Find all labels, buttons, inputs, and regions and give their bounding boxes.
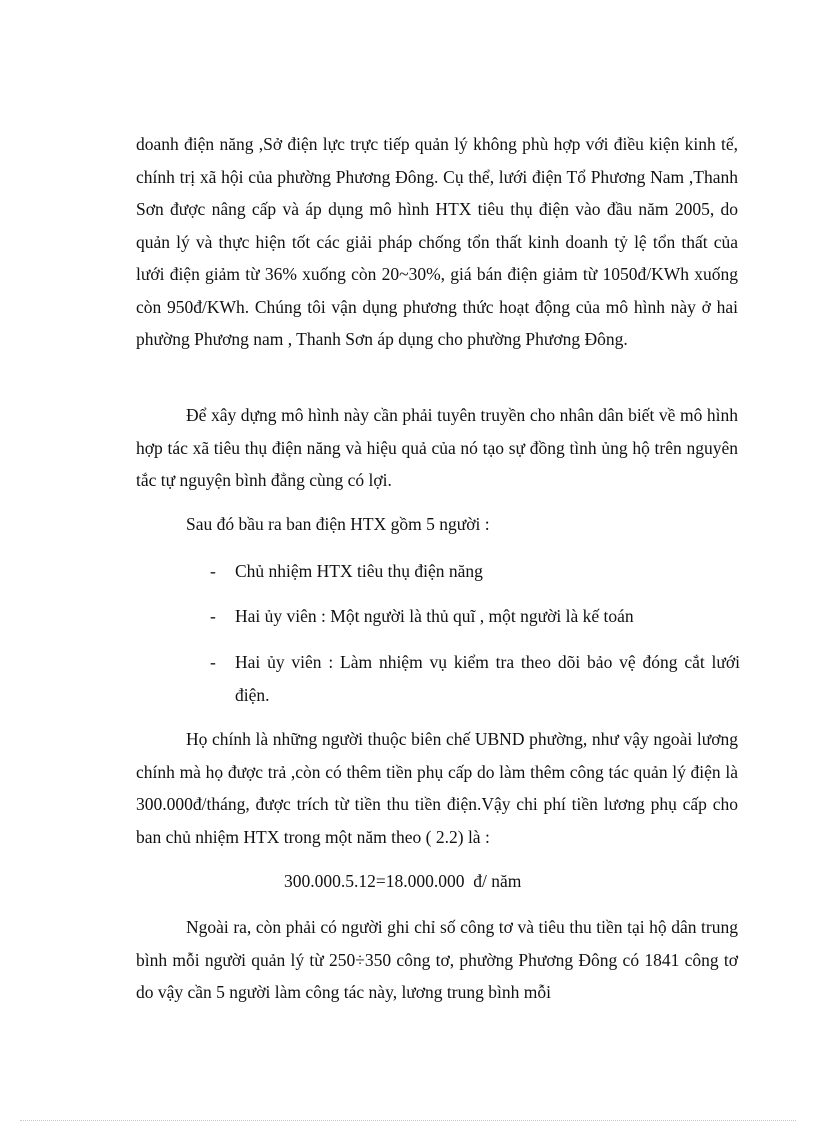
paragraph-4-block — [136, 723, 738, 853]
bullet-dash: - — [210, 561, 216, 581]
bullet-text-3: Hai ủy viên : Làm nhiệm vụ kiểm tra theo dõi bảo vệ đóng cắt lưới điện. — [235, 652, 740, 705]
paragraph-2-block — [136, 399, 738, 497]
bullet-text-2: Hai ủy viên : Một người là thủ quĩ , một người là kế toán — [235, 606, 634, 626]
bullet-item-2 — [210, 600, 740, 633]
bullet-dash: - — [210, 606, 216, 626]
bullet-dash: - — [210, 652, 216, 672]
bullet-text-1: Chủ nhiệm HTX tiêu thụ điện năng — [235, 561, 483, 581]
paragraph-3: Sau đó bầu ra ban điện HTX gồm 5 người : — [186, 514, 490, 534]
paragraph-1-block — [136, 128, 738, 356]
paragraph-3-block — [136, 508, 738, 541]
bullet-item-3 — [210, 646, 740, 711]
paragraph-2: Để xây dựng mô hình này cần phải tuyên truyền cho nhân dân biết về mô hình hợp tác xã tiêu thụ điện năng và hiệu quả của nó tạo sự đồng tình ủng hộ trên nguyên tắc tự nguyện bình đẳng cùng có lợi. — [136, 405, 738, 490]
page-bottom-divider — [20, 1120, 796, 1121]
bullet-item-1 — [210, 555, 740, 588]
paragraph-4: Họ chính là những người thuộc biên chế UBND phường, như vậy ngoài lương chính mà họ được trả ,còn có thêm tiền phụ cấp do làm thêm công tác quản lý điện là 300.000đ/tháng, được trích từ tiền thu tiền điện.Vậy chi phí tiền lương phụ cấp cho ban chủ nhiệm HTX trong một năm theo ( 2.2) là : — [136, 729, 738, 847]
paragraph-5: Ngoài ra, còn phải có người ghi chỉ số công tơ và tiêu thu tiền tại hộ dân trung bình mỗi người quản lý từ 250÷350 công tơ, phường Phương Đông có 1841 công tơ do vậy cần 5 người làm công tác này, lương trung bình mỗi — [136, 917, 738, 1002]
formula-line: 300.000.5.12=18.000.000 đ/ năm — [284, 871, 522, 891]
paragraph-5-block — [136, 911, 738, 1009]
paragraph-1: doanh điện năng ,Sở điện lực trực tiếp quản lý không phù hợp với điều kiện kinh tế, chính trị xã hội của phường Phương Đông. Cụ thể, lưới điện Tổ Phương Nam ,Thanh Sơn được nâng cấp và áp dụng mô hình HTX tiêu thụ điện vào đầu năm 2005, do quản lý và thực hiện tốt các giải pháp chống tổn thất kinh doanh tỷ lệ tổn thất của lưới điện giảm từ 36% xuống còn 20~30%, giá bán điện giảm từ 1050đ/KWh xuống còn 950đ/KWh. Chúng tôi vận dụng phương thức hoạt động của mô hình này ở hai phường Phương nam , Thanh Sơn áp dụng cho phường Phương Đông. — [136, 134, 738, 349]
